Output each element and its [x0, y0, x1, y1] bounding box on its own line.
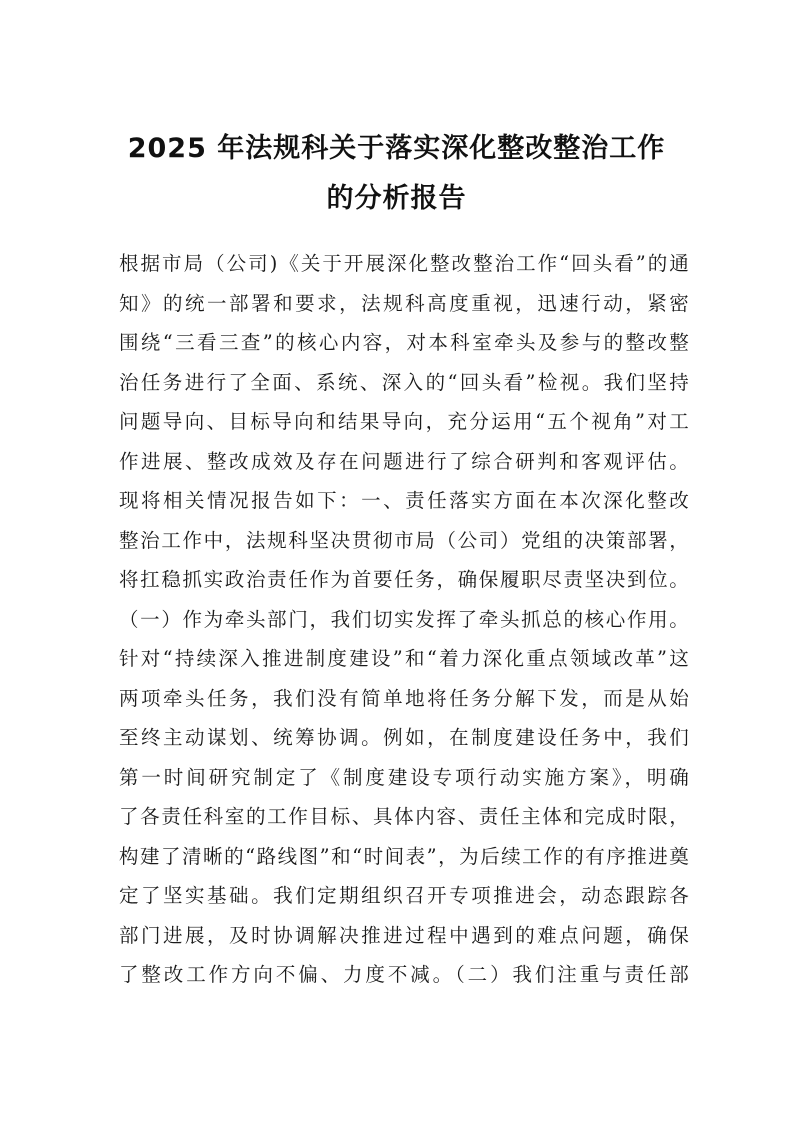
body-line: 定了坚实基础。我们定期组织召开专项推进会，动态跟踪各	[119, 884, 689, 907]
body-line: 至终主动谋划、统筹协调。例如，在制度建设任务中，我们	[119, 726, 689, 749]
document-title-line-1: 2025 年法规科关于落实深化整改整治工作	[127, 133, 666, 164]
body-line: 第一时间研究制定了《制度建设专项行动实施方案》，明确	[119, 765, 689, 789]
body-line: 围绕“三看三查”的核心内容，对本科室牵头及参与的整改整	[119, 331, 689, 354]
body-line: 了整改工作方向不偏、力度不减。（二）我们注重与责任部	[119, 963, 689, 986]
body-line: 了各责任科室的工作目标、具体内容、责任主体和完成时限，	[119, 805, 689, 828]
document-title-line-2: 的分析报告	[326, 183, 467, 214]
body-line: 整治工作中，法规科坚决贯彻市局（公司）党组的决策部署，	[119, 528, 689, 552]
body-line: 现将相关情况报告如下：一、责任落实方面在本次深化整改	[119, 489, 689, 512]
body-line: 治任务进行了全面、系统、深入的“回头看”检视。我们坚持	[119, 370, 689, 394]
body-line: 根据市局（公司)《关于开展深化整改整治工作“回头看”的通	[119, 252, 689, 275]
body-line: 两项牵头任务，我们没有简单地将任务分解下发，而是从始	[119, 686, 689, 710]
body-line: 作进展、整改成效及存在问题进行了综合研判和客观评估。	[119, 449, 689, 473]
body-line: 知》的统一部署和要求，法规科高度重视，迅速行动，紧密	[119, 291, 689, 315]
document-body	[119, 244, 689, 995]
body-line: （一）作为牵头部门，我们切实发挥了牵头抓总的核心作用。	[119, 607, 689, 631]
body-line: 问题导向、目标导向和结果导向，充分运用“五个视角”对工	[119, 410, 689, 433]
body-line: 将扛稳抓实政治责任作为首要任务，确保履职尽责坚决到位。	[119, 568, 689, 591]
body-line: 构建了清晰的“路线图”和“时间表”，为后续工作的有序推进奠	[119, 844, 689, 868]
body-line: 部门进展，及时协调解决推进过程中遇到的难点问题，确保	[119, 923, 689, 947]
body-line: 针对“持续深入推进制度建设”和“着力深化重点领域改革”这	[119, 647, 689, 670]
